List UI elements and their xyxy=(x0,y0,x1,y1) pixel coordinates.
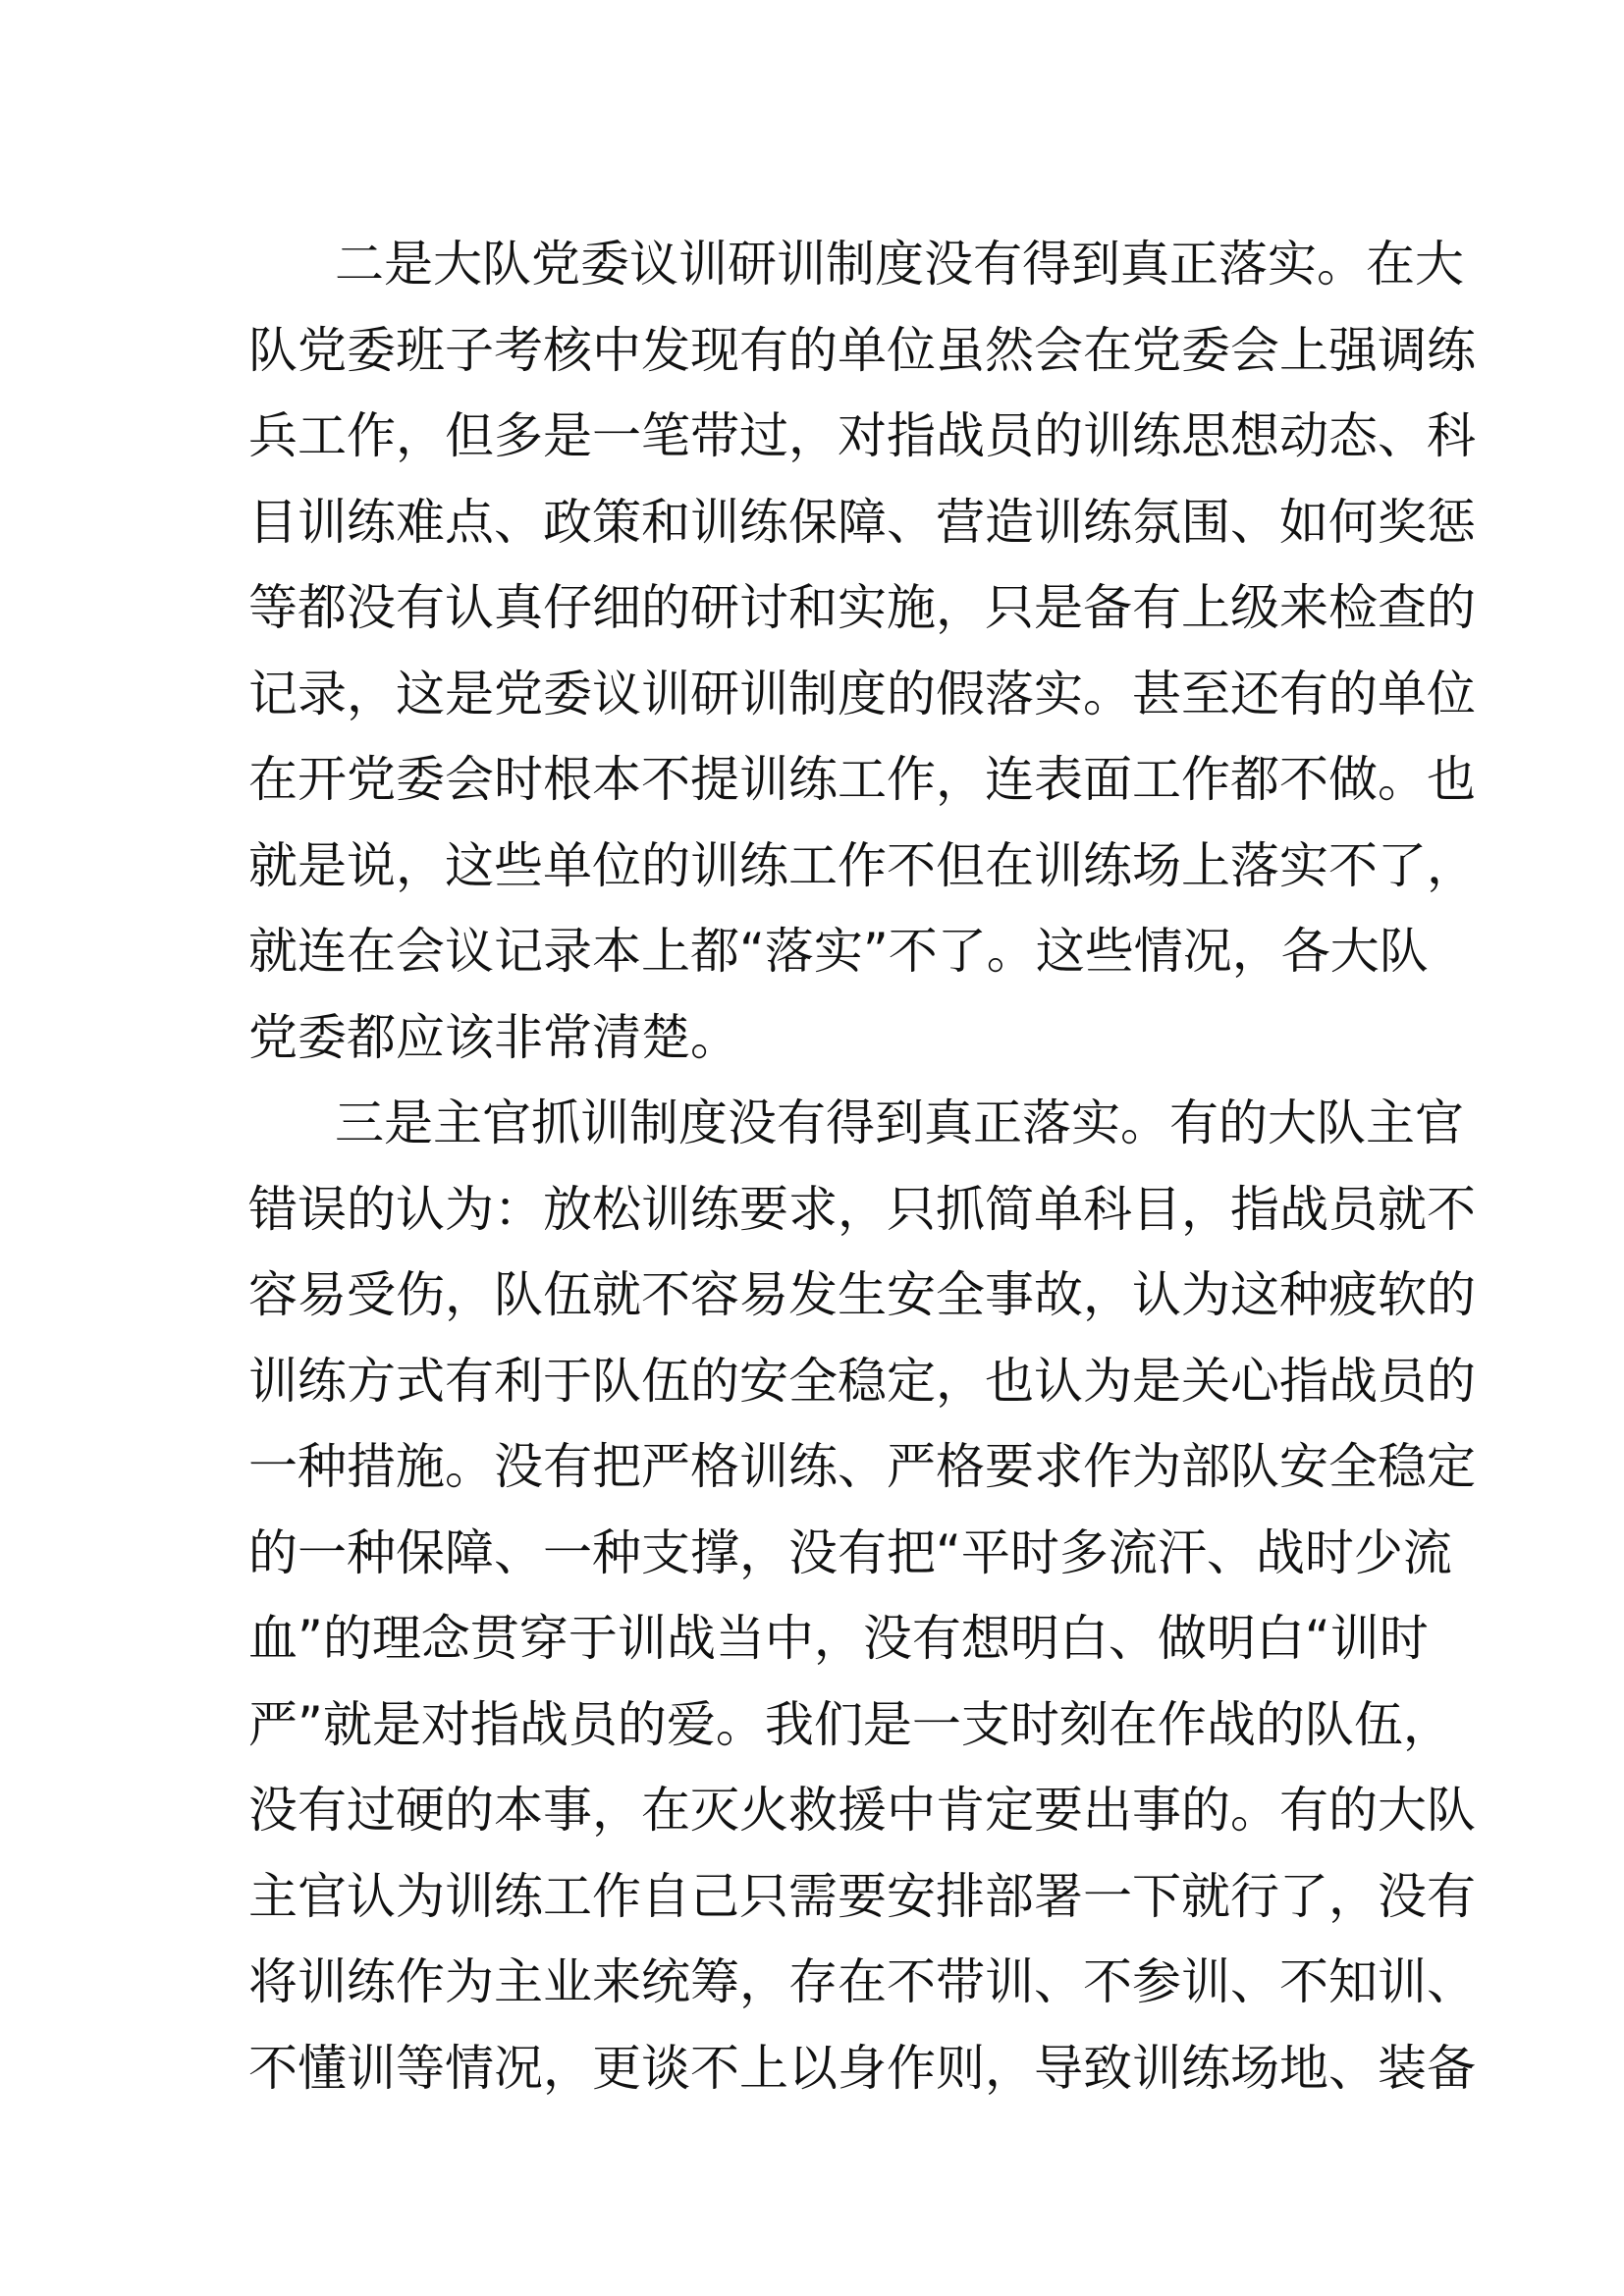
paragraph-line: 就连在会议记录本上都“落实”不了。这些情况，各大队 xyxy=(248,923,1429,980)
paragraph-line: 严”就是对指战员的爱。我们是一支时刻在作战的队伍， xyxy=(248,1695,1452,1753)
paragraph-line: 记录，这是党委议训研训制度的假落实。甚至还有的单位 xyxy=(248,665,1476,722)
paragraph-line: 不懂训等情况，更谈不上以身作则，导致训练场地、装备 xyxy=(248,2039,1476,2097)
paragraph-line: 就是说，这些单位的训练工作不但在训练场上落实不了， xyxy=(248,836,1476,894)
paragraph-line: 在开党委会时根本不提训练工作，连表面工作都不做。也 xyxy=(248,751,1476,808)
paragraph-line: 队党委班子考核中发现有的单位虽然会在党委会上强调练 xyxy=(248,321,1476,379)
document-body xyxy=(248,222,1476,2111)
paragraph-line: 三是主官抓训制度没有得到真正落实。有的大队主官 xyxy=(335,1095,1464,1151)
paragraph-line: 主官认为训练工作自己只需要安排部署一下就行了，没有 xyxy=(248,1867,1476,1925)
paragraph-line: 一种措施。没有把严格训练、严格要求作为部队安全稳定 xyxy=(248,1438,1476,1495)
paragraph-line: 错误的认为：放松训练要求，只抓简单科目，指战员就不 xyxy=(248,1180,1476,1238)
paragraph-line: 目训练难点、政策和训练保障、营造训练氛围、如何奖惩 xyxy=(248,493,1476,551)
paragraph-line: 党委都应该非常清楚。 xyxy=(248,1008,739,1066)
paragraph-line: 等都没有认真仔细的研讨和实施，只是备有上级来检查的 xyxy=(248,579,1476,636)
paragraph-line: 没有过硬的本事，在灭火救援中肯定要出事的。有的大队 xyxy=(248,1782,1476,1839)
paragraph-line: 的一种保障、一种支撑，没有把“平时多流汗、战时少流 xyxy=(248,1523,1452,1581)
paragraph-2 xyxy=(248,1081,1476,2111)
paragraph-line: 容易受伤，队伍就不容易发生安全事故，认为这种疲软的 xyxy=(248,1266,1476,1323)
paragraph-line: 将训练作为主业来统筹，存在不带训、不参训、不知训、 xyxy=(248,1953,1476,2010)
paragraph-line: 二是大队党委议训研训制度没有得到真正落实。在大 xyxy=(335,236,1464,293)
paragraph-line: 血”的理念贯穿于训战当中，没有想明白、做明白“训时 xyxy=(248,1610,1429,1667)
paragraph-1 xyxy=(248,222,1476,1081)
paragraph-line: 训练方式有利于队伍的安全稳定，也认为是关心指战员的 xyxy=(248,1352,1476,1410)
paragraph-line: 兵工作，但多是一笔带过，对指战员的训练思想动态、科 xyxy=(248,407,1476,464)
